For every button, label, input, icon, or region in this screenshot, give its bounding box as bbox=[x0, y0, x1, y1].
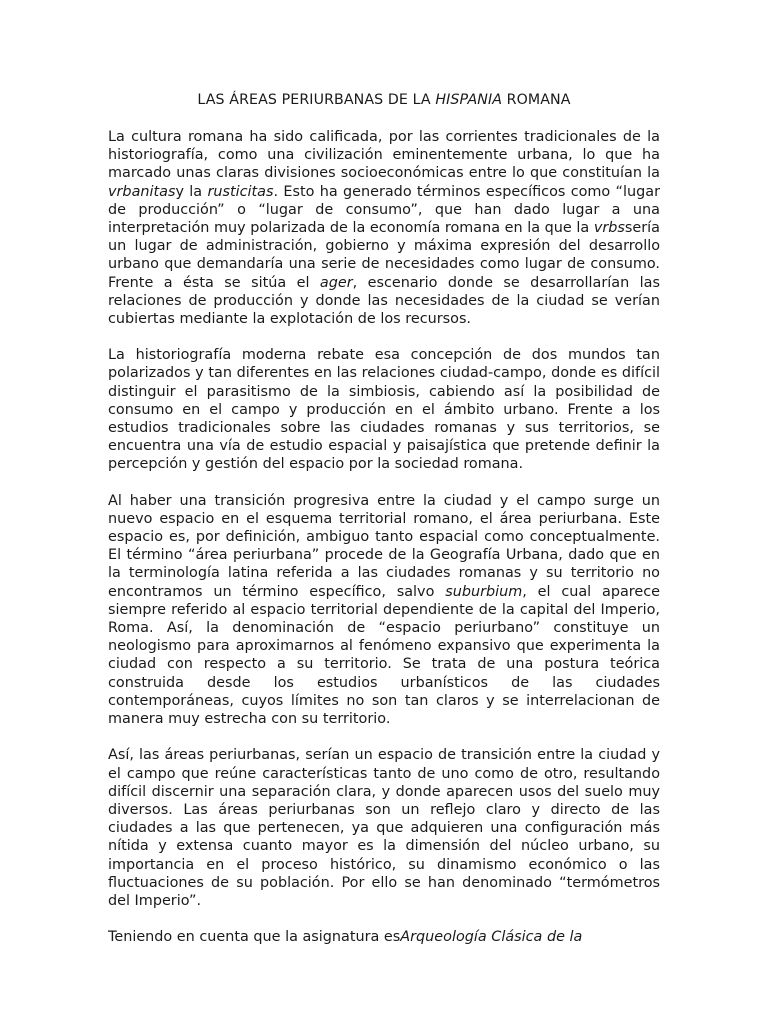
paragraph-4: Así, las áreas periurbanas, serían un espacio de transición entre la ciudad y el campo que reúne características tanto de uno como de otro, resultando difícil discernir una separación clara, y donde aparecen usos del suelo muy diversos. Las áreas periurbanas son un reflejo claro y directo de las ciudades a las que pertenecen, ya que adquieren una configuración más nítida y extensa cuanto mayor es la dimensión del núcleo urbano, su importancia en el proceso histórico, su dinamismo económico o las fluctuaciones de su población. Por ello se han denominado “termómetros del Imperio”. bbox=[108, 747, 660, 909]
title-text-end: ROMANA bbox=[502, 92, 571, 108]
p1-text-c: . Esto ha generado términos específicos como “lugar de producción” o “lugar de consumo”, que han dado lugar a una interpretación muy polarizada de la economía romana en la que la bbox=[108, 183, 660, 237]
document-title bbox=[108, 90, 660, 110]
title-italic-term: HISPANIA bbox=[435, 92, 503, 108]
paragraph-1 bbox=[108, 128, 660, 328]
document-page bbox=[108, 90, 660, 946]
p1-term-vrbanitas: vrbanitas bbox=[108, 183, 176, 200]
title-text: LAS ÁREAS PERIURBANAS DE LA bbox=[197, 92, 436, 108]
p1-text-b: y la bbox=[175, 183, 208, 200]
p1-text-a: La cultura romana ha sido calificada, por las corrientes tradicionales de la historiografía, como una civilización eminentemente urbana, lo que ha marcado unas claras divisiones socioeconómicas entre lo que constituían la bbox=[108, 129, 660, 182]
p5-text-a: Teniendo en cuenta que la asignatura es bbox=[108, 929, 401, 946]
paragraph-3 bbox=[108, 492, 660, 729]
paragraph-5 bbox=[108, 928, 660, 946]
p1-term-vrbs: vrbs bbox=[593, 220, 625, 237]
p3-text-b: , el cual aparece siempre referido al espacio territorial dependiente de la capital del Imperio, Roma. Así, la denominación de “espacio periurbano” constituye un neologismo para aproximarnos al fenómeno expansivo que experimenta la ciudad con respecto a su territorio. Se trata de una postura teórica construida desde los estudios urbanísticos de las ciudades contemporáneas, cuyos límites no son tan claros y se interrelacionan de manera muy estrecha con su territorio. bbox=[108, 583, 660, 728]
p1-text-e: , escenario donde se desarrollarían las relaciones de producción y donde las necesidades de la ciudad se verían cubiertas mediante la explotación de los recursos. bbox=[108, 274, 660, 328]
p1-text-d: sería un lugar de administración, gobierno y máxima expresión del desarrollo urbano que demandaría una serie de necesidades como lugar de consumo. Frente a ésta se sitúa el bbox=[108, 220, 660, 291]
p3-term-suburbium: suburbium bbox=[445, 583, 523, 600]
p3-text-a: Al haber una transición progresiva entre la ciudad y el campo surge un nuevo espacio en el esquema territorial romano, el área periurbana. Este espacio es, por definición, ambiguo tanto espacial como conceptualmente. El término “área periurbana” procede de la Geografía Urbana, dado que en la terminología latina referida a las ciudades romanas y su territorio no encontramos un término específico, salvo bbox=[108, 492, 660, 600]
p5-term-arqueologia: Arqueología Clásica de la bbox=[400, 929, 583, 946]
paragraph-2: La historiografía moderna rebate esa concepción de dos mundos tan polarizados y tan diferentes en las relaciones ciudad-campo, donde es difícil distinguir el parasitismo de la simbiosis, cabiendo así la posibilidad de consumo en el campo y producción en el ámbito urbano. Frente a los estudios tradicionales sobre las ciudades romanas y sus territorios, se encuentra una vía de estudio espacial y paisajística que pretende definir la percepción y gestión del espacio por la sociedad romana. bbox=[108, 347, 660, 473]
p1-term-ager: ager bbox=[319, 274, 353, 291]
p1-term-rusticitas: rusticitas bbox=[207, 183, 274, 200]
